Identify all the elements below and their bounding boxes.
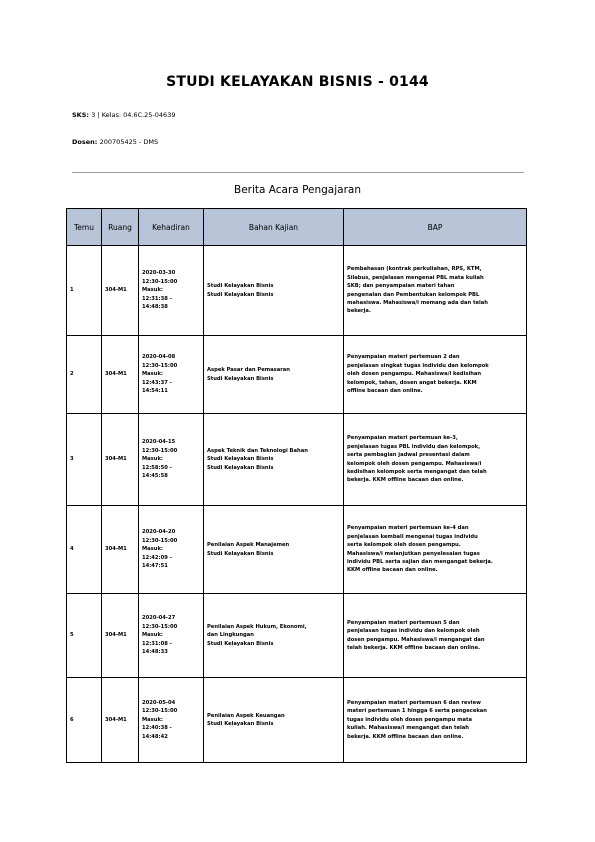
bap-line: tugas individu oleh dosen pengampu mata xyxy=(347,716,472,723)
kehadiran-line: Masuk: xyxy=(142,287,163,294)
table-row xyxy=(67,246,527,336)
bahan-kajian-line: Studi Kelayakan Bisnis xyxy=(207,550,274,557)
bap-line: serta pembagian jadwal presentasi dalam xyxy=(347,452,470,459)
kehadiran-line: Masuk: xyxy=(142,456,163,463)
kehadiran-line: 2020-03-30 xyxy=(142,270,176,277)
cell-bap xyxy=(344,336,527,414)
bahan-kajian-line: Penilaian Aspek Hukum, Ekonomi, xyxy=(207,623,307,630)
kehadiran-line: 2020-05-04 xyxy=(142,699,176,706)
course-meta-dosen xyxy=(72,138,158,146)
divider xyxy=(72,172,524,173)
header-bahan-kajian: Bahan Kajian xyxy=(204,209,344,246)
kehadiran-line: 14:45:58 xyxy=(142,473,168,480)
bap-line: oleh dosen pengampu. Mahasiswa/i kedisihan xyxy=(347,371,482,378)
bap-line: penjelasan kembali mengenai tugas individu xyxy=(347,533,478,540)
kehadiran-line: 12:30-15:00 xyxy=(142,708,178,715)
bap-line: materi pertemuan 1 hingga 6 serta pengecekan xyxy=(347,708,488,715)
cell-bap xyxy=(344,246,527,336)
bahan-kajian-line: Studi Kelayakan Bisnis xyxy=(207,456,274,463)
bap-line: kuliah. Mahasiswa/i mengangat dan telah xyxy=(347,725,469,732)
cell-temu: 4 xyxy=(67,506,102,594)
bap-line: SKB; dan penyampaian materi tahan xyxy=(347,283,455,290)
bap-line: Penyampaian materi pertemuan 6 dan review xyxy=(347,699,481,706)
cell-bahan-kajian xyxy=(204,336,344,414)
kehadiran-line: 12:30-15:00 xyxy=(142,623,178,630)
bap-line: offline bacaan dan online. xyxy=(347,388,423,395)
dosen-value: 200705425 - DMS xyxy=(99,138,159,146)
table-row xyxy=(67,506,527,594)
bap-line: bekerja. xyxy=(347,308,371,315)
bap-line: Mahasiswa/i melanjutkan penyelesaian tugas xyxy=(347,550,480,557)
kehadiran-line: 12:42:09 - xyxy=(142,554,172,561)
kehadiran-line: 12:40:38 - xyxy=(142,725,172,732)
bap-line: telah bekerja. KKM offline bacaan dan online. xyxy=(347,644,481,651)
bahan-kajian-line: Penilaian Aspek Keuangan xyxy=(207,712,285,719)
cell-bahan-kajian xyxy=(204,594,344,678)
kehadiran-line: 2020-04-27 xyxy=(142,615,176,622)
cell-ruang: 304-M1 xyxy=(102,414,139,506)
kehadiran-line: 12:30-15:00 xyxy=(142,362,178,369)
cell-ruang: 304-M1 xyxy=(102,594,139,678)
cell-kehadiran xyxy=(139,414,204,506)
table-row xyxy=(67,336,527,414)
bahan-kajian-line: Studi Kelayakan Bisnis xyxy=(207,721,274,727)
kehadiran-line: Masuk: xyxy=(142,546,163,553)
bap-line: Penyampaian materi pertemuan ke-3, xyxy=(347,435,458,442)
bap-line: individu PBL serta sajian dan mengangat bekerja. xyxy=(347,558,493,565)
header-ruang: Ruang xyxy=(102,209,139,246)
bahan-kajian-line: Studi Kelayakan Bisnis xyxy=(207,640,274,647)
cell-temu: 1 xyxy=(67,246,102,336)
kehadiran-line: 2020-04-08 xyxy=(142,354,176,361)
cell-ruang: 304-M1 xyxy=(102,678,139,763)
bahan-kajian-line: Penilaian Aspek Manajemen xyxy=(207,542,290,549)
kehadiran-line: 12:30-15:00 xyxy=(142,537,178,544)
bap-table xyxy=(66,208,527,763)
sks-label: SKS: xyxy=(72,111,89,119)
table-row xyxy=(67,414,527,506)
cell-temu: 3 xyxy=(67,414,102,506)
bap-line: kelompok, tahan, dosen angat bekerja. KKM xyxy=(347,379,477,386)
table-row xyxy=(67,594,527,678)
header-bap: BAP xyxy=(344,209,527,246)
cell-bap xyxy=(344,678,527,763)
table-header-row xyxy=(67,209,527,246)
cell-bahan-kajian xyxy=(204,246,344,336)
kehadiran-line: 2020-04-20 xyxy=(142,529,176,536)
course-meta-sks-kelas xyxy=(72,111,175,119)
kehadiran-line: 14:48:38 xyxy=(142,304,168,311)
section-title: Berita Acara Pengajaran xyxy=(233,184,361,196)
bahan-kajian-line: Studi Kelayakan Bisnis xyxy=(207,375,274,382)
bap-line: Penyampaian materi pertemuan 2 dan xyxy=(347,354,460,361)
kehadiran-line: 12:58:50 - xyxy=(142,464,172,471)
kehadiran-line: 12:30-15:00 xyxy=(142,278,178,285)
cell-bap xyxy=(344,414,527,506)
cell-bahan-kajian xyxy=(204,678,344,763)
bap-line: kedisihan kelompok serta mengangat dan telah xyxy=(347,468,487,475)
kehadiran-line: Masuk: xyxy=(142,371,163,378)
cell-bahan-kajian xyxy=(204,506,344,594)
cell-kehadiran xyxy=(139,506,204,594)
bap-line: kelompok oleh dosen pengampu. Mahasiswa/i xyxy=(347,460,482,467)
cell-kehadiran xyxy=(139,336,204,414)
bap-line: Pembahasan (kontrak perkuliahan, RPS, KTM, xyxy=(347,266,482,273)
kehadiran-line: Masuk: xyxy=(142,716,163,723)
bap-line: Penyampaian materi pertemuan ke-4 dan xyxy=(347,525,469,532)
header-temu: Temu xyxy=(67,209,102,246)
table-body xyxy=(67,246,527,763)
cell-kehadiran xyxy=(139,246,204,336)
cell-kehadiran xyxy=(139,678,204,763)
kehadiran-line: 14:54:11 xyxy=(142,388,168,395)
header-kehadiran: Kehadiran xyxy=(139,209,204,246)
bap-line: bekerja. KKM offline bacaan dan online. xyxy=(347,477,464,484)
cell-bahan-kajian xyxy=(204,414,344,506)
sks-kelas-value: 3 | Kelas: 04.6C.25-04639 xyxy=(91,111,176,119)
bap-line: mahasiswa. Mahasiswa/i memang ada dan telah xyxy=(347,299,488,306)
kehadiran-line: 14:48:42 xyxy=(142,733,168,740)
kehadiran-line: 2020-04-15 xyxy=(142,439,176,446)
bahan-kajian-line: Aspek Pasar dan Pemasaran xyxy=(207,367,290,374)
bap-line: Silabus, penjelasan mengenai PBL mata kuliah xyxy=(347,274,484,281)
cell-bap xyxy=(344,506,527,594)
bahan-kajian-line: Studi Kelayakan Bisnis xyxy=(207,283,274,290)
kehadiran-line: 12:31:38 - xyxy=(142,295,172,302)
page-title: STUDI KELAYAKAN BISNIS - 0144 xyxy=(166,74,429,90)
bap-line: penjelasan singkat tugas individu dan kelompok xyxy=(347,362,489,369)
cell-temu: 5 xyxy=(67,594,102,678)
kehadiran-line: 14:47:51 xyxy=(142,563,168,570)
cell-ruang: 304-M1 xyxy=(102,246,139,336)
bahan-kajian-line: Studi Kelayakan Bisnis xyxy=(207,291,274,298)
bahan-kajian-line: Studi Kelayakan Bisnis xyxy=(207,464,274,471)
bap-line: penjelasan tugas individu dan kelompok oleh xyxy=(347,628,480,635)
cell-ruang: 304-M1 xyxy=(102,506,139,594)
cell-temu: 6 xyxy=(67,678,102,763)
bap-line: Penyampaian materi pertemuan 5 dan xyxy=(347,619,460,626)
kehadiran-line: 12:31:08 - xyxy=(142,640,172,647)
bap-line: penjelasan tugas PBL individu dan kelompok, xyxy=(347,443,481,450)
kehadiran-line: 12:30-15:00 xyxy=(142,447,178,454)
bap-line: dosen pengampu. Mahasiswa/i mengangat dan xyxy=(347,636,485,643)
bahan-kajian-line: dan Lingkungan xyxy=(207,632,254,639)
cell-kehadiran xyxy=(139,594,204,678)
bap-line: pengenalan dan Pembentukan kelompok PBL xyxy=(347,291,480,298)
bahan-kajian-line: Aspek Teknik dan Teknologi Bahan xyxy=(207,447,308,454)
dosen-label: Dosen: xyxy=(72,138,98,146)
cell-ruang: 304-M1 xyxy=(102,336,139,414)
kehadiran-line: Masuk: xyxy=(142,632,163,639)
bap-line: KKM offline bacaan dan online. xyxy=(347,567,438,574)
kehadiran-line: 12:43:37 - xyxy=(142,379,172,386)
cell-temu: 2 xyxy=(67,336,102,414)
bap-line: serta kelompok oleh dosen pengampu. xyxy=(347,542,461,549)
bap-line: bekerja. KKM offline bacaan dan online. xyxy=(347,733,464,740)
kehadiran-line: 14:48:33 xyxy=(142,649,168,656)
cell-bap xyxy=(344,594,527,678)
table-row xyxy=(67,678,527,763)
